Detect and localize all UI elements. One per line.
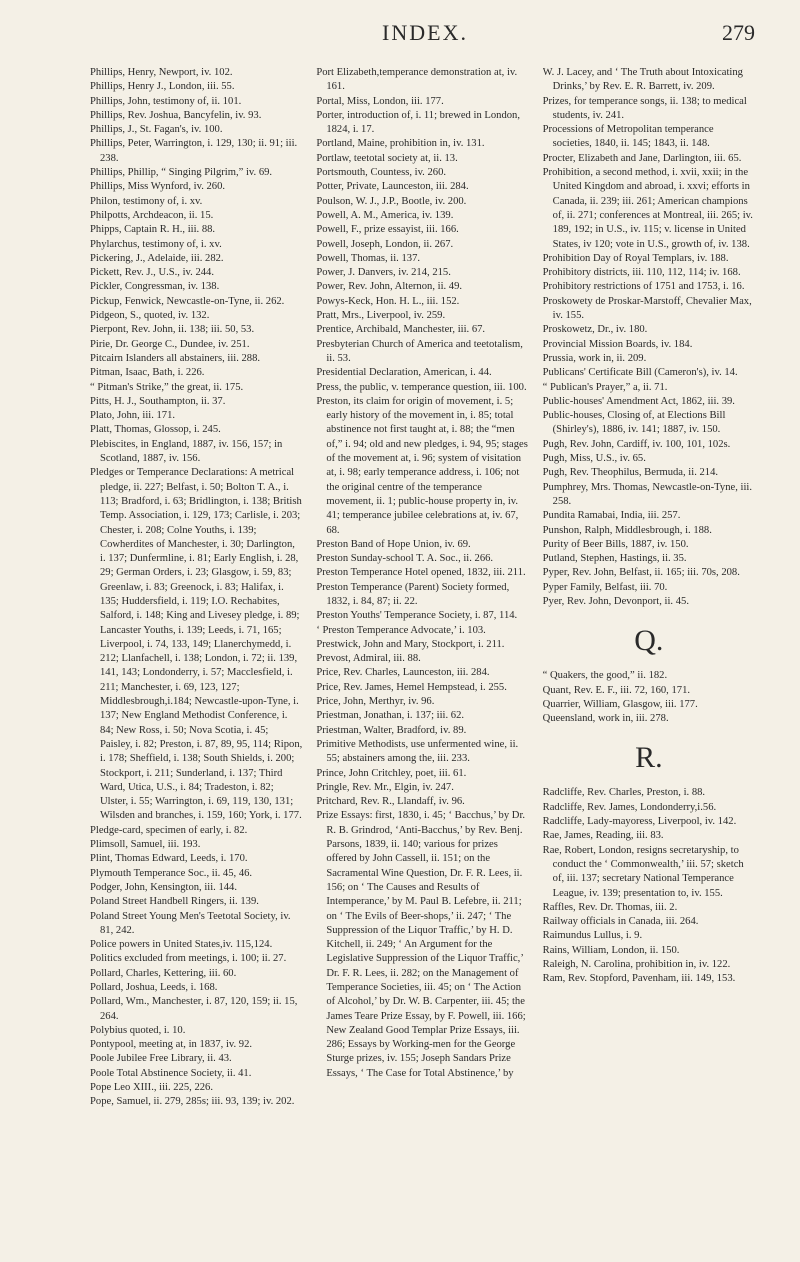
index-entry: Pringle, Rev. Mr., Elgin, iv. 247. xyxy=(316,781,454,793)
index-entry: Prevost, Admiral, iii. 88. xyxy=(316,653,421,665)
index-entry: Portsmouth, Countess, iv. 260. xyxy=(316,167,447,179)
index-entry: Pope Leo XIII., iii. 225, 226. xyxy=(90,1082,213,1094)
page-header xyxy=(95,20,755,60)
index-entry: Phillips, J., St. Fagan's, iv. 100. xyxy=(90,124,223,136)
index-entry: Polybius quoted, i. 10. xyxy=(90,1024,186,1036)
index-entry: Provincial Mission Boards, iv. 184. xyxy=(542,338,693,350)
index-entry: Poulson, W. J., J.P., Bootle, iv. 200. xyxy=(316,195,467,207)
index-entry: Portlaw, teetotal society at, ii. 13. xyxy=(316,152,458,164)
index-column-1 xyxy=(90,66,302,1251)
index-entry: Phillips, Henry J., London, iii. 55. xyxy=(90,81,235,93)
index-entry: Preston Temperance (Parent) Society formed, 1832, i. 84, 87; ii. 22. xyxy=(316,581,510,607)
index-entry: Prohibitory districts, iii. 110, 112, 114; iv. 168. xyxy=(542,267,741,279)
index-entry: W. J. Lacey, and ‘ The Truth about Intoxicating Drinks,’ by Rev. E. R. Barrett, iv. 209. xyxy=(542,67,743,93)
index-entry: Rae, James, Reading, iii. 83. xyxy=(542,830,664,842)
index-entry: Prussia, work in, ii. 209. xyxy=(542,352,647,364)
index-entry: Phillips, Peter, Warrington, i. 129, 130; ii. 91; iii. 238. xyxy=(90,138,298,164)
index-entry: Putland, Stephen, Hastings, ii. 35. xyxy=(542,553,687,565)
index-entry: Power, Rev. John, Alternon, ii. 49. xyxy=(316,281,463,293)
index-entry: Pugh, Rev. John, Cardiff, iv. 100, 101, 102s. xyxy=(542,438,731,450)
index-entry: Prentice, Archibald, Manchester, iii. 67. xyxy=(316,324,486,336)
index-entry: Pidgeon, S., quoted, iv. 132. xyxy=(90,310,210,322)
index-entry: Pickering, J., Adelaide, iii. 282. xyxy=(90,252,224,264)
index-entry: ‘ Preston Temperance Advocate,’ i. 103. xyxy=(316,624,486,636)
index-entry: Public-houses' Amendment Act, 1862, iii. 39. xyxy=(542,395,735,407)
section-letter-r: R. xyxy=(635,741,663,775)
index-entry: Pyper Family, Belfast, iii. 70. xyxy=(542,581,668,593)
index-entry: Railway officials in Canada, iii. 264. xyxy=(542,916,699,928)
index-entry: Preston Youths' Temperance Society, i. 87, 114. xyxy=(316,610,518,622)
index-entry: Pyper, Rev. John, Belfast, ii. 165; iii. 70s, 208. xyxy=(542,567,740,579)
index-entry: Queensland, work in, iii. 278. xyxy=(542,713,669,725)
index-entry: Press, the public, v. temperance question, iii. 100. xyxy=(316,381,527,393)
index-entry: Potter, Private, Launceston, iii. 284. xyxy=(316,181,469,193)
index-entry: Presbyterian Church of America and teetotalism, ii. 53. xyxy=(316,338,523,364)
index-entry: Pitcairn Islanders all abstainers, iii. 288. xyxy=(90,352,261,364)
index-entry: Pickler, Congressman, iv. 138. xyxy=(90,281,220,293)
index-entry: Plebiscites, in England, 1887, iv. 156, 157; in Scotland, 1887, iv. 156. xyxy=(90,438,283,465)
index-entry: Prize Essays: first, 1830, i. 45; ‘ Bacchus,’ by Dr. R. B. Grindrod, ‘Anti-Bacchus,’ by Rev. Benj. Parsons, 1839, ii. 140; various for prizes offered by John Cassell, ii. 151; on the Sacramental Wine Question, Dr. F. R. Lees, ii. 156; on ‘ The Causes and Results of Intemperance,’ by M. Paul B. Lefebre, ii. 211; on ‘ The Evils of Beer-shops,’ ii. 247; ‘ The Suppression of the Liquor Traffic,’ by H. D. Kitchell, ii. 249; ‘ An Argument for the Legislative Suppression of the Liquor Traffic,’ Dr. F. R. Lees, ii. 282; on the Management of Temperance Societies, iii. 45; on ‘ The Action of Alcohol,’ by Dr. W. B. Carpenter, iii. 45; the James Teare Prize Essay, by F. Powell, iii. 166; New Zealand Good Templar Prize Essays, iii. 286; Essays by Working-men for the George Sturge prizes, iv. 155; Joseph Sandars Prize Essays, ‘ The Case for Total Abstinence,’ by xyxy=(316,810,526,1079)
index-entry: Powell, Joseph, London, ii. 267. xyxy=(316,238,454,250)
index-entry: Pope, Samuel, ii. 279, 285s; iii. 93, 139; iv. 202. xyxy=(90,1096,295,1108)
index-entry: Plymouth Temperance Soc., ii. 45, 46. xyxy=(90,867,253,879)
index-entry: Ram, Rev. Stopford, Pavenham, iii. 149, 153. xyxy=(542,973,736,985)
index-entry: Radcliffe, Rev. Charles, Preston, i. 88. xyxy=(542,787,706,799)
index-entry: Powell, F., prize essayist, iii. 166. xyxy=(316,224,459,236)
index-entry: Primitive Methodists, use unfermented wine, ii. 55; abstainers among the, iii. 233. xyxy=(316,738,519,765)
index-entry: Rae, Robert, London, resigns secretaryship, to conduct the ‘ Commonwealth,’ iii. 57; sketch of, iii. 137; secretary National Temperance League, iv. 139; presentation to, iv. 155. xyxy=(542,844,744,899)
index-entry: “ Quakers, the good,” ii. 182. xyxy=(542,670,668,682)
index-entry: Radcliffe, Rev. James, Londonderry,i.56. xyxy=(542,801,717,813)
index-column-2 xyxy=(316,66,528,1251)
index-entry: Poland Street Young Men's Teetotal Society, iv. 81, 242. xyxy=(90,910,291,936)
index-entry: Pritchard, Rev. R., Llandaff, iv. 96. xyxy=(316,796,465,808)
index-entry: Pledges or Temperance Declarations: A metrical pledge, ii. 227; Belfast, i. 50; Bolton T. A., i. 113; Bradford, i. 63; Bridlington, i. 138; British Temp. Association, i. 129, 173; Carlisle, i. 203; Chester, i. 208; Colne Youths, i. 139; Cowherdites of Manchester, i. 30; Darlington, i. 137; Dunfermline, i. 81; Early English, i. 28, 29; German Orders, i. 23; Glasgow, i. 59, 83; Greenlaw, i. 83; Greenock, i. 83; Halifax, i. 135; Huddersfield, i. 119; I.O. Rechabites, Salford, i. 148; King and Livesey pledge, i. 89; Lancaster Youths, i. 139; Leeds, i. 71, 165; Liverpool, i. 74, 133, 149; Llanerchymedd, i. 212; Llanfachell, i. 138; London, i. 72; ii. 139, 141, 143; Londonderry, i. 57; Macclesfield, i. 211; Manchester, i. 69, 123, 127; Middlesbrough,i.184; Newcastle-upon-Tyne, i. 137; New England Methodist Conference, i. 84; New Ross, i. 50; Nova Scotia, i. 45; Paisley, i. 82; Preston, i. 87, 89, 95, 114; Ripon, i. 178; Sheffield, i. 138; South Shields, i. 200; Stockport, i. 211; Sunderland, i. 137; Third Ward, Utica, U.S., i. 84; Tradeston, i. 82; Ulster, i. 55; Warrington, i. 69, 119, 130, 131; Wilsden and branches, i. 159, 160; York, i. 177. xyxy=(90,467,303,822)
index-entry: Poole Jubilee Free Library, ii. 43. xyxy=(90,1053,232,1065)
index-entry: Podger, John, Kensington, iii. 144. xyxy=(90,881,238,893)
index-entry: Pyer, Rev. John, Devonport, ii. 45. xyxy=(542,595,689,607)
index-entry: Pollard, Wm., Manchester, i. 87, 120, 159; ii. 15, 264. xyxy=(90,996,298,1022)
index-entry: Pumphrey, Mrs. Thomas, Newcastle-on-Tyne, iii. 258. xyxy=(542,481,752,507)
index-entry: Purity of Beer Bills, 1887, iv. 150. xyxy=(542,538,689,550)
index-entry: Plimsoll, Samuel, iii. 193. xyxy=(90,839,201,851)
index-entry: Powell, Thomas, ii. 137. xyxy=(316,252,421,264)
index-entry: Pollard, Charles, Kettering, iii. 60. xyxy=(90,967,237,979)
index-entry: “ Publican's Prayer,” a, ii. 71. xyxy=(542,381,668,393)
index-entry: Powys-Keck, Hon. H. L., iii. 152. xyxy=(316,295,460,307)
index-entry: Portland, Maine, prohibition in, iv. 131. xyxy=(316,138,485,150)
index-entry: Porter, introduction of, i. 11; brewed in London, 1824, i. 17. xyxy=(316,109,520,136)
index-entry: Prohibition Day of Royal Templars, iv. 188. xyxy=(542,252,729,264)
index-entry: Phillips, John, testimony of, ii. 101. xyxy=(90,95,242,107)
index-entry: Pugh, Miss, U.S., iv. 65. xyxy=(542,453,646,465)
index-entry: Preston Band of Hope Union, iv. 69. xyxy=(316,538,471,550)
index-entry: Prizes, for temperance songs, ii. 138; to medical students, iv. 241. xyxy=(542,95,747,121)
index-entry: Poole Total Abstinence Society, ii. 41. xyxy=(90,1067,252,1079)
index-entry: Priestman, Walter, Bradford, iv. 89. xyxy=(316,724,467,736)
index-entry: Processions of Metropolitan temperance societies, 1840, ii. 145; 1843, ii. 148. xyxy=(542,124,714,150)
index-entry: Politics excluded from meetings, i. 100; ii. 27. xyxy=(90,953,287,965)
index-entry: Pledge-card, specimen of early, i. 82. xyxy=(90,824,248,836)
index-entry: Pitts, H. J., Southampton, ii. 37. xyxy=(90,395,226,407)
index-entry: Raffles, Rev. Dr. Thomas, iii. 2. xyxy=(542,901,678,913)
page-number: 279 xyxy=(722,20,755,45)
index-entry: Prohibitory restrictions of 1751 and 1753, i. 16. xyxy=(542,281,745,293)
index-entry: Pirie, Dr. George C., Dundee, iv. 251. xyxy=(90,338,250,350)
index-entry: Price, Rev. Charles, Launceston, iii. 284. xyxy=(316,667,490,679)
index-entry: “ Pitman's Strike,” the great, ii. 175. xyxy=(90,381,244,393)
index-entry: Radcliffe, Lady-mayoress, Liverpool, iv. 142. xyxy=(542,816,737,828)
index-entry: Powell, A. M., America, iv. 139. xyxy=(316,209,454,221)
index-entry: Phillips, Henry, Newport, iv. 102. xyxy=(90,67,233,78)
index-entry: Raleigh, N. Carolina, prohibition in, iv. 122. xyxy=(542,959,731,971)
index-column-3 xyxy=(543,66,755,1251)
index-entry: Rains, William, London, ii. 150. xyxy=(542,944,680,956)
index-entry: Preston Temperance Hotel opened, 1832, iii. 211. xyxy=(316,567,526,579)
index-entry: Quant, Rev. E. F., iii. 72, 160, 171. xyxy=(542,684,691,696)
index-entry: Pugh, Rev. Theophilus, Bermuda, ii. 214. xyxy=(542,467,719,479)
index-entry: Pitman, Isaac, Bath, i. 226. xyxy=(90,367,205,379)
index-entry: Phillips, Miss Wynford, iv. 260. xyxy=(90,181,226,193)
index-entry: Philpotts, Archdeacon, ii. 15. xyxy=(90,209,214,221)
index-entry: Punshon, Ralph, Middlesbrough, i. 188. xyxy=(542,524,712,536)
index-entry: Price, Rev. James, Hemel Hempstead, i. 255. xyxy=(316,681,507,693)
index-entry: Pierpont, Rev. John, ii. 138; iii. 50, 53. xyxy=(90,324,255,336)
index-entry: Pickup, Fenwick, Newcastle-on-Tyne, ii. 262. xyxy=(90,295,285,307)
index-entry: Procter, Elizabeth and Jane, Darlington, iii. 65. xyxy=(542,152,742,164)
index-entry: Presidential Declaration, American, i. 44. xyxy=(316,367,492,379)
index-entry: Publicans' Certificate Bill (Cameron's), iv. 14. xyxy=(542,367,738,379)
index-entry: Police powers in United States,iv. 115,124. xyxy=(90,939,273,951)
index-entry: Pundita Ramabai, India, iii. 257. xyxy=(542,510,681,522)
index-entry: Prohibition, a second method, i. xvii, xxii; in the United Kingdom and abroad, i. xxvi; efforts in Canada, ii. 239; iii. 261; American champions of, ii. 271; conferences at Montreal, iii. 265; iv. 189, 192; in U.S., iv. 115; v. license in United States, iv 120; vote in U.S., growth of, iv. 138. xyxy=(542,167,753,250)
index-entry: Quarrier, William, Glasgow, iii. 177. xyxy=(542,698,698,710)
section-letter-q: Q. xyxy=(634,624,664,658)
index-entry: Price, John, Merthyr, iv. 96. xyxy=(316,696,435,708)
index-entry: Port Elizabeth,temperance demonstration at, iv. 161. xyxy=(316,67,518,93)
index-entry: Public-houses, Closing of, at Elections Bill (Shirley's), 1886, iv. 141; 1887, iv. 150. xyxy=(542,410,726,436)
index-entry: Raimundus Lullus, i. 9. xyxy=(542,930,643,942)
index-entry: Philon, testimony of, i. xv. xyxy=(90,195,203,207)
index-entry: Proskowetz, Dr., iv. 180. xyxy=(542,324,648,336)
index-entry: Pratt, Mrs., Liverpool, iv. 259. xyxy=(316,310,446,322)
index-entry: Power, J. Danvers, iv. 214, 215. xyxy=(316,267,451,279)
index-entry: Plint, Thomas Edward, Leeds, i. 170. xyxy=(90,853,248,865)
index-entry: Priestman, Jonathan, i. 137; iii. 62. xyxy=(316,710,465,722)
index-entry: Pickett, Rev. J., U.S., iv. 244. xyxy=(90,267,214,279)
index-entry: Preston Sunday-school T. A. Soc., ii. 266. xyxy=(316,553,494,565)
index-entry: Phipps, Captain R. H., iii. 88. xyxy=(90,224,216,236)
index-entry: Pontypool, meeting at, in 1837, iv. 92. xyxy=(90,1039,253,1051)
index-entry: Portal, Miss, London, iii. 177. xyxy=(316,95,444,107)
index-columns xyxy=(90,66,755,1251)
index-entry: Platt, Thomas, Glossop, i. 245. xyxy=(90,424,221,436)
page-title: INDEX. xyxy=(382,20,468,45)
index-entry: Phylarchus, testimony of, i. xv. xyxy=(90,238,222,250)
index-entry: Phillips, Phillip, “ Singing Pilgrim,” iv. 69. xyxy=(90,167,273,179)
index-entry: Phillips, Rev. Joshua, Bancyfelin, iv. 93. xyxy=(90,109,262,121)
index-entry: Prestwick, John and Mary, Stockport, i. 211. xyxy=(316,638,505,650)
index-entry: Pollard, Joshua, Leeds, i. 168. xyxy=(90,982,218,993)
index-entry: Preston, its claim for origin of movement, i. 5; early history of the movement in, i. 85; total abstinence not first taught at, i. 88; the “men of,” i. 94; old and new pledges, i. 94, 95; stages of the movement at, i. 96; system of visitation at, i. 98; early temperance address, i. 106; not the original centre of the temperance movement, ii. 1; public-house property in, iv. 41; temperance jubilee celebrations at, iv. 67, 68. xyxy=(316,395,528,536)
index-entry: Prince, John Critchley, poet, iii. 61. xyxy=(316,767,467,779)
index-entry: Proskowety de Proskar-Marstoff, Chevalier Max, iv. 155. xyxy=(542,295,752,322)
index-entry: Poland Street Handbell Ringers, ii. 139. xyxy=(90,896,259,908)
index-entry: Plato, John, iii. 171. xyxy=(90,410,176,422)
